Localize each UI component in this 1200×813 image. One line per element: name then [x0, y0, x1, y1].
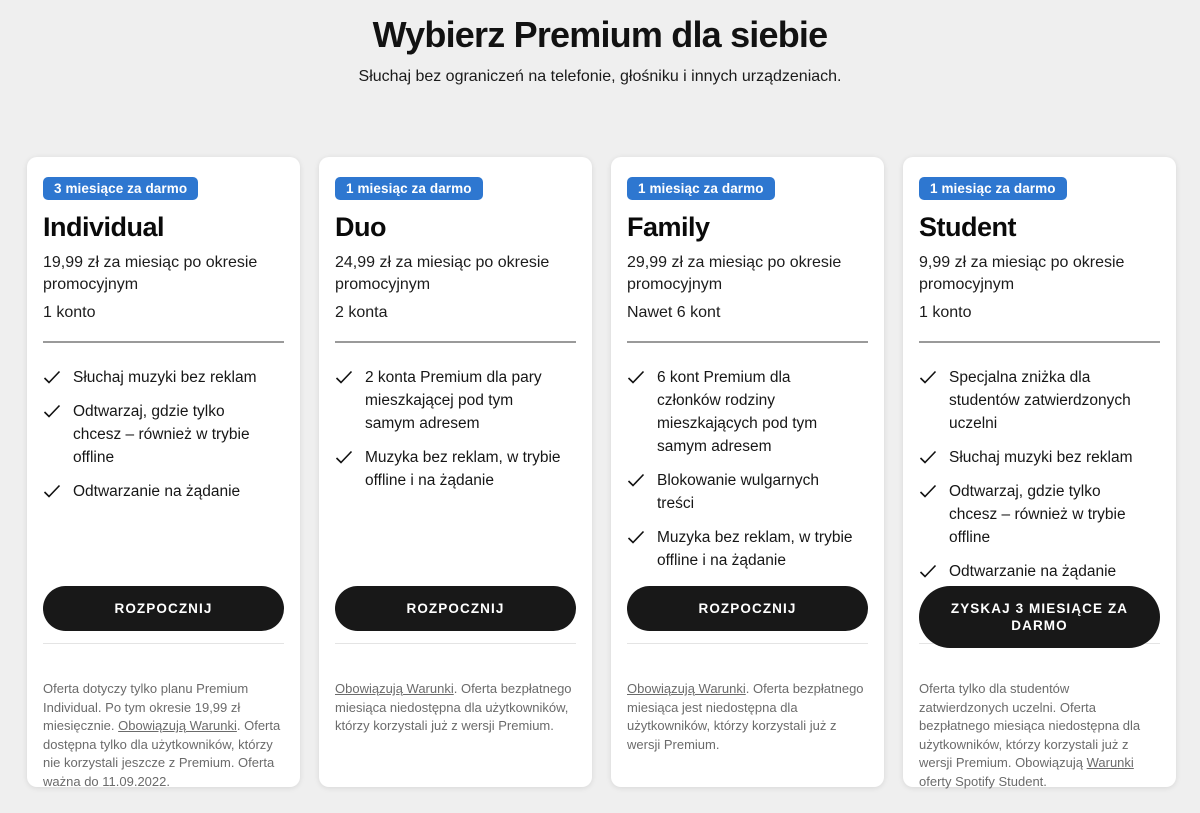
terms-link[interactable]: Warunki [1086, 755, 1134, 770]
feature-item [627, 366, 868, 458]
check-icon [335, 450, 353, 464]
plan-name: Individual [43, 212, 165, 242]
feature-text: Muzyka bez reklam, w trybie offline i na żądanie [365, 449, 561, 489]
fine-print [627, 680, 868, 754]
feature-item [919, 366, 1160, 435]
feature-item [43, 400, 284, 469]
feature-item [335, 366, 576, 435]
terms-link[interactable]: Obowiązują Warunki [118, 718, 237, 733]
plan-card-duo [319, 157, 592, 787]
fine-print [335, 680, 576, 736]
fine-print-text: Oferta tylko dla studentów zatwierdzonych uczelni. Oferta bezpłatnego miesiąca niedostępna dla użytkowników, którzy korzystali już z wersji Premium. Obowiązują [919, 681, 1141, 770]
plan-price: 29,99 zł za miesiąc po okresie promocyjnym [627, 254, 842, 293]
footer-divider [335, 643, 576, 644]
terms-link[interactable]: Obowiązują Warunki [335, 681, 454, 696]
feature-text: Słuchaj muzyki bez reklam [73, 369, 257, 386]
start-button[interactable]: ROZPOCZNIJ [335, 586, 576, 631]
divider [335, 341, 576, 343]
feature-item [335, 446, 576, 492]
start-button[interactable]: ROZPOCZNIJ [627, 586, 868, 631]
feature-text: 2 konta Premium dla pary mieszkającej pod tym samym adresem [365, 369, 542, 432]
fine-print-text: . Oferta dostępna tylko dla użytkowników, którzy nie korzystali jeszcze z Premium. Oferta ważna do 11.09.2022. [43, 718, 281, 789]
feature-list [43, 366, 284, 503]
check-icon [43, 370, 61, 384]
feature-item [43, 366, 284, 389]
feature-text: 6 kont Premium dla członków rodziny mieszkających pod tym samym adresem [657, 369, 818, 455]
plan-accounts: 1 konto [43, 304, 96, 321]
terms-link[interactable]: Obowiązują Warunki [627, 681, 746, 696]
plan-price: 19,99 zł za miesiąc po okresie promocyjnym [43, 254, 258, 293]
plan-card-student [903, 157, 1176, 787]
start-button[interactable]: ZYSKAJ 3 MIESIĄCE ZA DARMO [919, 586, 1160, 648]
page-header [0, 0, 1200, 86]
plan-price: 24,99 zł za miesiąc po okresie promocyjnym [335, 254, 550, 293]
feature-item [627, 469, 868, 515]
start-button[interactable]: ROZPOCZNIJ [43, 586, 284, 631]
check-icon [919, 484, 937, 498]
check-icon [919, 564, 937, 578]
check-icon [919, 450, 937, 464]
feature-item [627, 526, 868, 572]
check-icon [43, 484, 61, 498]
promo-badge: 1 miesiąc za darmo [627, 177, 775, 200]
promo-badge: 1 miesiąc za darmo [335, 177, 483, 200]
feature-text: Odtwarzanie na żądanie [949, 563, 1117, 580]
feature-text: Odtwarzaj, gdzie tylko chcesz – również w trybie offline [73, 403, 250, 466]
feature-text: Słuchaj muzyki bez reklam [949, 449, 1133, 466]
plan-name: Student [919, 212, 1016, 242]
feature-text: Odtwarzaj, gdzie tylko chcesz – również w trybie offline [949, 483, 1126, 546]
divider [627, 341, 868, 343]
plan-card-individual [27, 157, 300, 787]
promo-badge: 1 miesiąc za darmo [919, 177, 1067, 200]
feature-text: Odtwarzanie na żądanie [73, 483, 241, 500]
page-title: Wybierz Premium dla siebie [372, 14, 828, 55]
feature-list [335, 366, 576, 492]
fine-print-text: . Oferta bezpłatnego miesiąca jest niedostępna dla użytkowników, którzy korzystali już z wersji Premium. [627, 681, 864, 752]
check-icon [43, 404, 61, 418]
fine-print-text: . Oferta bezpłatnego miesiąca niedostępna dla użytkowników, którzy korzystali już z wersji Premium. [335, 681, 572, 733]
plan-card-family [611, 157, 884, 787]
check-icon [335, 370, 353, 384]
fine-print [919, 680, 1160, 791]
feature-list [627, 366, 868, 572]
page-subtitle: Słuchaj bez ograniczeń na telefonie, głośniku i innych urządzeniach. [358, 68, 842, 85]
check-icon [627, 530, 645, 544]
plan-accounts: 1 konto [919, 304, 972, 321]
footer-divider [627, 643, 868, 644]
plan-price: 9,99 zł za miesiąc po okresie promocyjnym [919, 254, 1125, 293]
feature-text: Blokowanie wulgarnych treści [657, 472, 819, 512]
plan-cards-row [27, 157, 1176, 787]
feature-item [919, 446, 1160, 469]
plan-name: Family [627, 212, 710, 242]
promo-badge: 3 miesiące za darmo [43, 177, 198, 200]
feature-item [919, 480, 1160, 549]
feature-text: Specjalna zniżka dla studentów zatwierdzonych uczelni [949, 369, 1131, 432]
fine-print [43, 680, 284, 791]
fine-print-text: oferty Spotify Student. [919, 773, 1047, 789]
plan-accounts: 2 konta [335, 304, 388, 321]
feature-item [919, 560, 1160, 583]
check-icon [627, 473, 645, 487]
feature-text: Muzyka bez reklam, w trybie offline i na żądanie [657, 529, 853, 569]
footer-divider [43, 643, 284, 644]
fine-print-text: Oferta dotyczy tylko planu Premium Individual. Po tym okresie 19,99 zł miesięcznie. [43, 681, 249, 733]
divider [43, 341, 284, 343]
check-icon [627, 370, 645, 384]
plan-accounts: Nawet 6 kont [627, 304, 721, 321]
feature-list [919, 366, 1160, 583]
divider [919, 341, 1160, 343]
check-icon [919, 370, 937, 384]
feature-item [43, 480, 284, 503]
plan-name: Duo [335, 212, 386, 242]
